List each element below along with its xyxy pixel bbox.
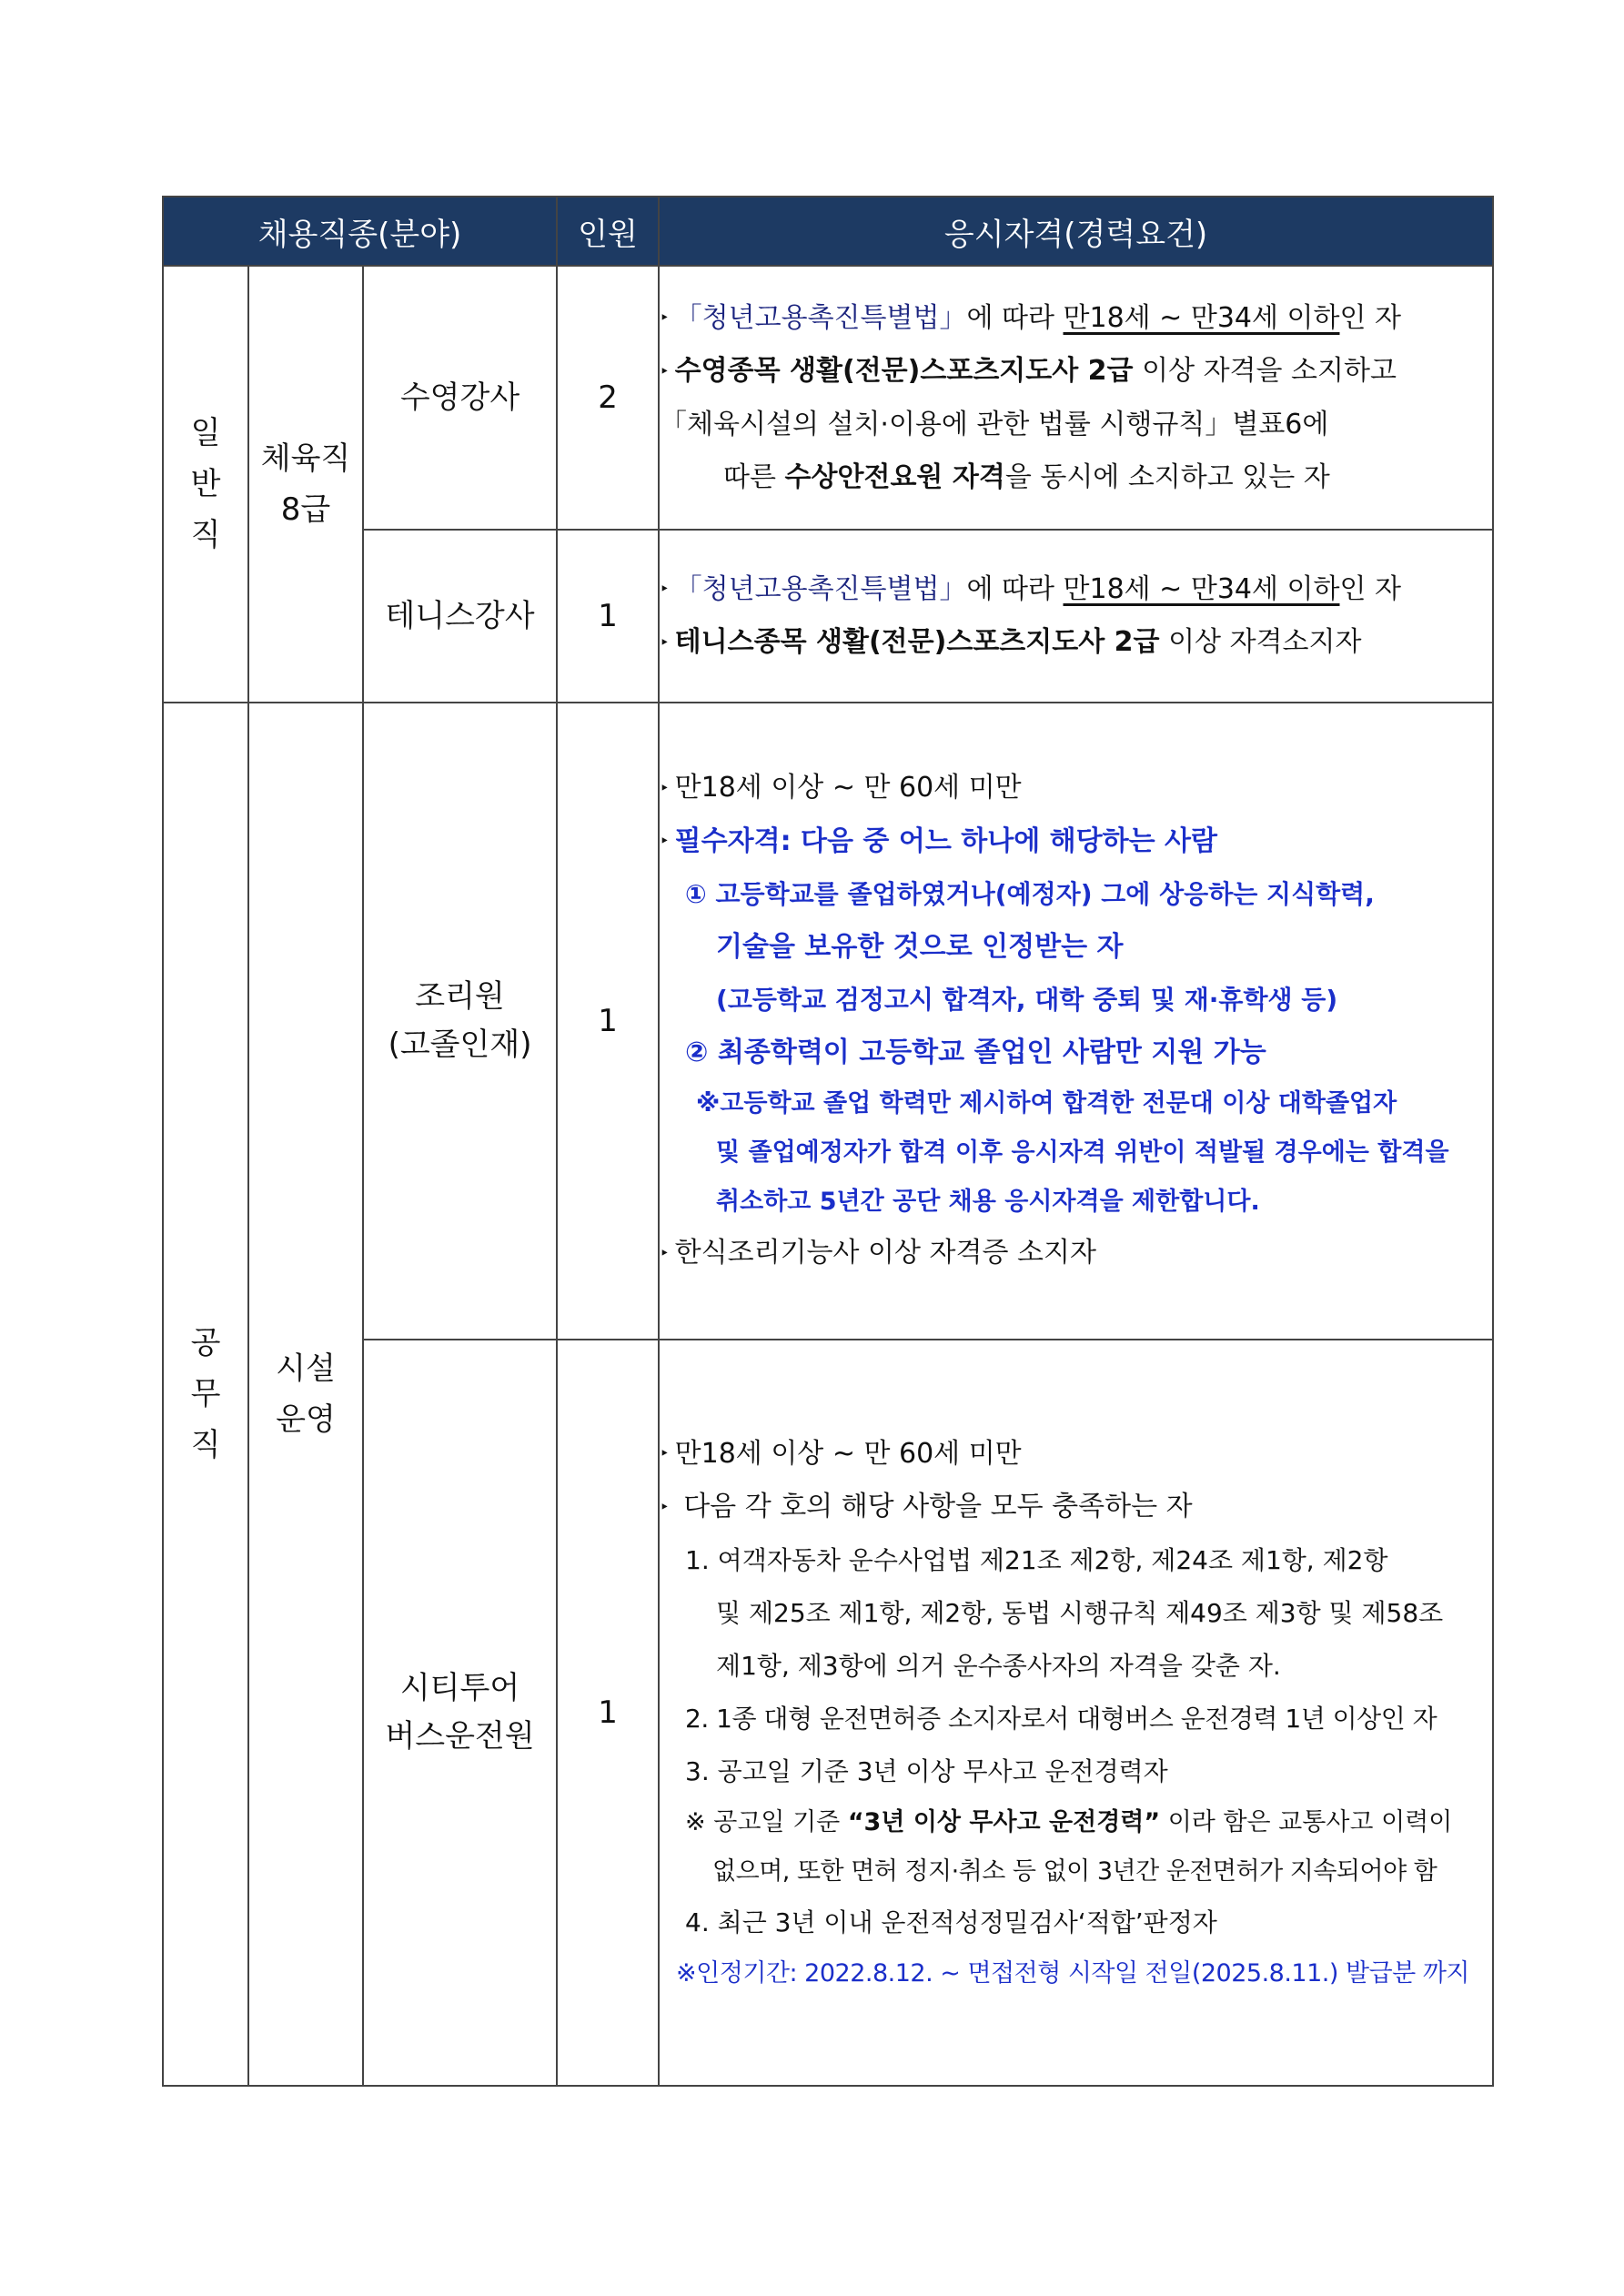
subcategory-facility-operation: 시설 운영 <box>248 703 363 2086</box>
headcount-tennis-instructor: 1 <box>557 530 659 703</box>
table-row <box>163 1340 1493 2086</box>
recruitment-table <box>162 196 1494 2087</box>
table-row <box>163 530 1493 703</box>
qualification-tennis-instructor: ‣ 「청년고용촉진특별법」에 따라 만18세 ~ 만34세 이하인 자 ‣ 테니스종목 생활(전문)스포츠지도사 2급 이상 자격소지자 <box>659 530 1493 703</box>
job-title-cook: 조리원 (고졸인재) <box>363 703 557 1340</box>
header-job-type: 채용직종(분야) <box>163 197 557 266</box>
table-row <box>163 703 1493 1340</box>
qualification-cook: ‣ 만18세 이상 ~ 만 60세 미만 ‣ 필수자격: 다음 중 어느 하나에 해당하는 사람 ① 고등학교를 졸업하였거나(예정자) 그에 상응하는 지식학력, 기술을 보유한 것으로 인정받는 자 (고등학교 검정고시 합격자, 대학 중퇴 및 재·휴학생 등) ② 최종학력이 고등학교 졸업인 사람만 지원 가능 ※고등학교 졸업 학력만 제시하여 합격한 전문대 이상 대학졸업자 및 졸업예정자가 합격 이후 응시자격 위반이 적발될 경우에는 합격을 취소하고 5년간 공단 채용 응시자격을 제한합니다. ‣ 한식조리기능사 이상 자격증 소지자 <box>659 703 1493 1340</box>
qualification-city-tour-bus-driver: ‣ 만18세 이상 ~ 만 60세 미만 ‣ 다음 각 호의 해당 사항을 모두 충족하는 자 1. 여객자동차 운수사업법 제21조 제2항, 제24조 제1항, 제2항 및 제25조 제1항, 제2항, 동법 시행규칙 제49조 제3항 및 제58조 제1항, 제3항에 의거 운수종사자의 자격을 갖춘 자. 2. 1종 대형 운전면허증 소지자로서 대형버스 운전경력 1년 이상인 자 3. 공고일 기준 3년 이상 무사고 운전경력자 ※ 공고일 기준 “3년 이상 무사고 운전경력” 이라 함은 교통사고 이력이 없으며, 또한 면허 정지·취소 등 없이 3년간 운전면허가 지속되어야 함 4. 최근 3년 이내 운전적성정밀검사‘적합’판정자 ※인정기간: 2022.8.12. ~ 면접전형 시작일 전일(2025.8.11.) 발급분 까지 <box>659 1340 1493 2086</box>
header-qualification: 응시자격(경력요건) <box>659 197 1493 266</box>
qualification-swim-instructor: ‣ 「청년고용촉진특별법」에 따라 만18세 ~ 만34세 이하인 자 ‣ 수영종목 생활(전문)스포츠지도사 2급 이상 자격을 소지하고 「체육시설의 설치·이용에 관한 법률 시행규칙」별표6에 따른 수상안전요원 자격을 동시에 소지하고 있는 자 <box>659 266 1493 530</box>
headcount-swim-instructor: 2 <box>557 266 659 530</box>
job-title-tennis-instructor: 테니스강사 <box>363 530 557 703</box>
table-row <box>163 266 1493 530</box>
headcount-cook: 1 <box>557 703 659 1340</box>
subcategory-sports-8: 체육직 8급 <box>248 266 363 703</box>
table-header-row <box>163 197 1493 266</box>
category-general: 일 반 직 <box>163 266 248 703</box>
headcount-city-tour-bus-driver: 1 <box>557 1340 659 2086</box>
job-title-city-tour-bus-driver: 시티투어 버스운전원 <box>363 1340 557 2086</box>
header-headcount: 인원 <box>557 197 659 266</box>
category-civil-service: 공 무 직 <box>163 703 248 2086</box>
job-title-swim-instructor: 수영강사 <box>363 266 557 530</box>
